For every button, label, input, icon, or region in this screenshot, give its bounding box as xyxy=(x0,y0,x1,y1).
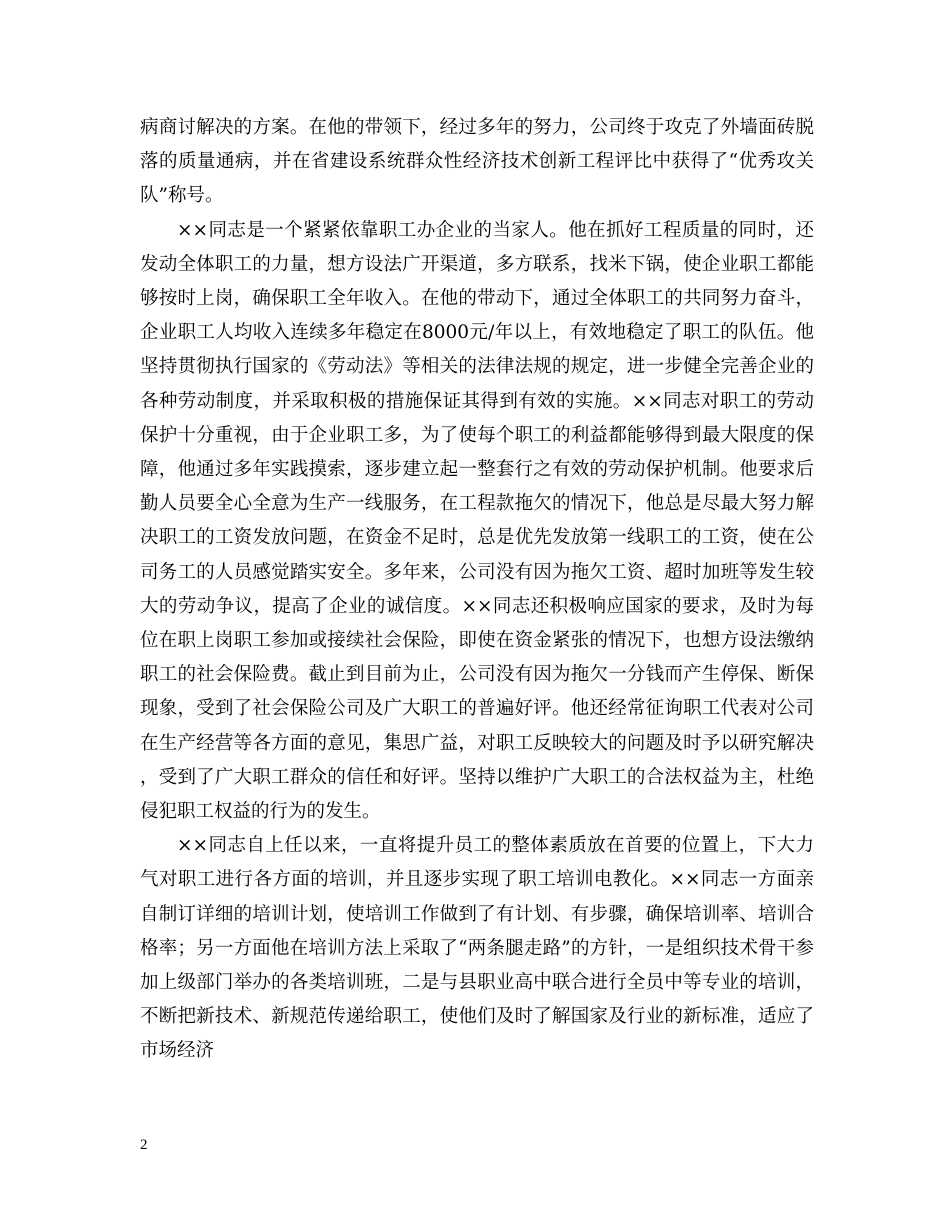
body-text xyxy=(140,111,814,1069)
page-number: 2 xyxy=(140,1137,148,1153)
paragraph-3: ××同志自上任以来，一直将提升员工的整体素质放在首要的位置上，下大力气对职工进行各方面的培训，并且逐步实现了职工培训电教化。××同志一方面亲自制订详细的培训计划，使培训工作做到了有计划、有步骤，确保培训率、培训合格率；另一方面他在培训方法上采取了“两条腿走路”的方针，一是组织技术骨干参加上级部门举办的各类培训班，二是与县职业高中联合进行全员中等专业的培训，不断把新技术、新规范传递给职工，使他们及时了解国家及行业的新标准，适应了市场经济 xyxy=(140,835,814,1062)
paragraph-2: ××同志是一个紧紧依靠职工办企业的当家人。他在抓好工程质量的同时，还发动全体职工的力量，想方设法广开渠道，多方联系，找米下锅，使企业职工都能够按时上岗，确保职工全年收入。在他的带动下，通过全体职工的共同努力奋斗，企业职工人均收入连续多年稳定在8000元/年以上，有效地稳定了职工的队伍。他坚持贯彻执行国家的《劳动法》等相关的法律法规的规定，进一步健全完善企业的各种劳动制度，并采取积极的措施保证其得到有效的实施。××同志对职工的劳动保护十分重视，由于企业职工多，为了使每个职工的利益都能够得到最大限度的保障，他通过多年实践摸索，逐步建立起一整套行之有效的劳动保护机制。他要求后勤人员要全心全意为生产一线服务，在工程款拖欠的情况下，他总是尽最大努力解决职工的工资发放问题，在资金不足时，总是优先发放第一线职工的工资，使在公司务工的人员感觉踏实安全。多年来，公司没有因为拖欠工资、超时加班等发生较大的劳动争议，提高了企业的诚信度。××同志还积极响应国家的要求，及时为每位在职上岗职工参加或接续社会保险，即使在资金紧张的情况下，也想方设法缴纳职工的社会保险费。截止到目前为止，公司没有因为拖欠一分钱而产生停保、断保现象，受到了社会保险公司及广大职工的普遍好评。他还经常征询职工代表对公司在生产经营等各方面的意见，集思广益，对职工反映较大的问题及时予以研究解决，受到了广大职工群众的信任和好评。坚持以维护广大职工的合法权益为主，杜绝侵犯职工权益的行为的发生。 xyxy=(140,219,814,823)
paragraph-1: 病商讨解决的方案。在他的带领下，经过多年的努力，公司终于攻克了外墙面砖脱落的质量通病，并在省建设系统群众性经济技术创新工程评比中获得了“优秀攻关队”称号。 xyxy=(140,117,814,207)
